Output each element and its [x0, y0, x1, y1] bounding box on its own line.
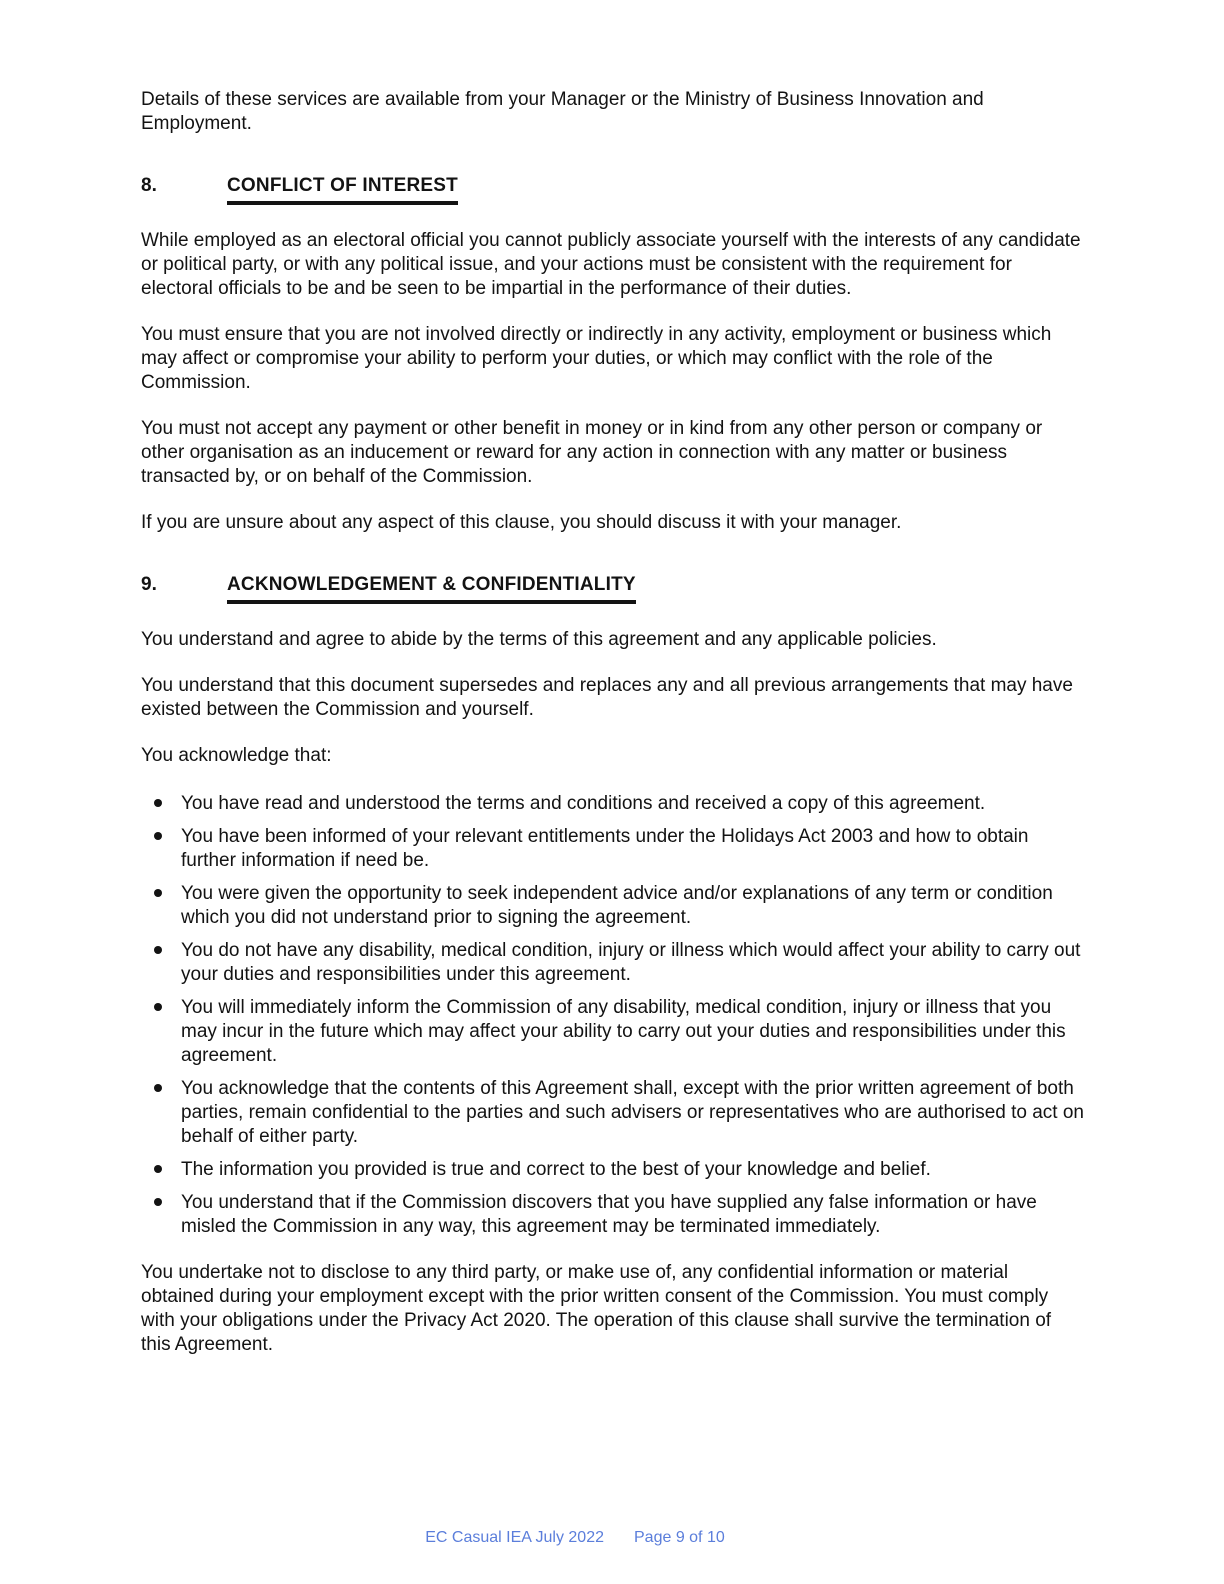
- footer-page-number: Page 9 of 10: [634, 1529, 725, 1546]
- acknowledgement-bullet-list: [141, 792, 1085, 1239]
- section-9-number: 9.: [141, 574, 157, 595]
- section-8-paragraph-1: While employed as an electoral official you cannot publicly associate yourself with the interests of any candidate or political party, or with any political issue, and your actions must be consistent with the requirement for electoral officials to be and be seen to be impartial in the performance of their duties.: [141, 230, 1081, 299]
- section-9-heading: [141, 573, 1085, 604]
- bullet-item: [141, 1191, 1085, 1239]
- section-8-heading: [141, 174, 1085, 205]
- footer-doc-ref: EC Casual IEA July 2022: [425, 1529, 604, 1546]
- bullet-item: [141, 882, 1085, 930]
- bullet-item: [141, 1077, 1085, 1149]
- section-9-paragraph-2: You understand that this document supersedes and replaces any and all previous arrangements that may have existed between the Commission and yourself.: [141, 675, 1073, 720]
- section-9-paragraph-1: You understand and agree to abide by the terms of this agreement and any applicable policies.: [141, 629, 937, 650]
- bullet-text: You do not have any disability, medical condition, injury or illness which would affect your ability to carry out your duties and responsibilities under this agreement.: [181, 940, 1081, 985]
- bullet-dot-icon: [154, 1165, 162, 1173]
- bullet-dot-icon: [154, 832, 162, 840]
- section-8-title: CONFLICT OF INTEREST: [227, 174, 458, 205]
- section-8-paragraph-4: If you are unsure about any aspect of this clause, you should discuss it with your manager.: [141, 512, 902, 533]
- bullet-text: You have been informed of your relevant entitlements under the Holidays Act 2003 and how to obtain further information if need be.: [181, 826, 1029, 871]
- section-8-paragraph-2: You must ensure that you are not involved directly or indirectly in any activity, employment or business which may affect or compromise your ability to perform your duties, or which may conflict with the role of the Commission.: [141, 324, 1052, 393]
- closing-paragraph: You undertake not to disclose to any third party, or make use of, any confidential information or material obtained during your employment except with the prior written consent of the Commission. You must comply with your obligations under the Privacy Act 2020. The operation of this clause shall survive the termination of this Agreement.: [141, 1262, 1052, 1355]
- section-8-number: 8.: [141, 175, 157, 196]
- bullet-text: You acknowledge that the contents of this Agreement shall, except with the prior written agreement of both parties, remain confidential to the parties and such advisers or representatives who are authorised to act on behalf of either party.: [181, 1078, 1085, 1147]
- bullet-dot-icon: [154, 1003, 162, 1011]
- bullet-dot-icon: [154, 889, 162, 897]
- section-8-paragraph-3: You must not accept any payment or other benefit in money or in kind from any other person or company or other organisation as an inducement or reward for any action in connection with any matter or business transacted by, or on behalf of the Commission.: [141, 418, 1043, 487]
- bullet-text: You will immediately inform the Commission of any disability, medical condition, injury or illness that you may incur in the future which may affect your ability to carry out your duties and responsibilities under this agreement.: [181, 997, 1066, 1066]
- bullet-item: [141, 996, 1085, 1068]
- bullet-dot-icon: [154, 1084, 162, 1092]
- bullet-text: You were given the opportunity to seek independent advice and/or explanations of any term or condition which you did not understand prior to signing the agreement.: [181, 883, 1053, 928]
- bullet-dot-icon: [154, 1198, 162, 1206]
- page-footer: [0, 1528, 1187, 1548]
- bullet-item: [141, 1158, 1085, 1182]
- bullet-item: [141, 792, 1085, 816]
- bullet-text: You understand that if the Commission discovers that you have supplied any false information or have misled the Commission in any way, this agreement may be terminated immediately.: [181, 1192, 1037, 1237]
- bullet-text: The information you provided is true and correct to the best of your knowledge and belief.: [181, 1159, 931, 1180]
- bullet-dot-icon: [154, 799, 162, 807]
- section-9-paragraph-3: You acknowledge that:: [141, 745, 332, 766]
- section-9-title: ACKNOWLEDGEMENT & CONFIDENTIALITY: [227, 573, 636, 604]
- bullet-text: You have read and understood the terms and conditions and received a copy of this agreement.: [181, 793, 986, 814]
- bullet-item: [141, 825, 1085, 873]
- bullet-item: [141, 939, 1085, 987]
- bullet-dot-icon: [154, 946, 162, 954]
- intro-paragraph: Details of these services are available from your Manager or the Ministry of Business Innovation and Employment.: [141, 89, 984, 134]
